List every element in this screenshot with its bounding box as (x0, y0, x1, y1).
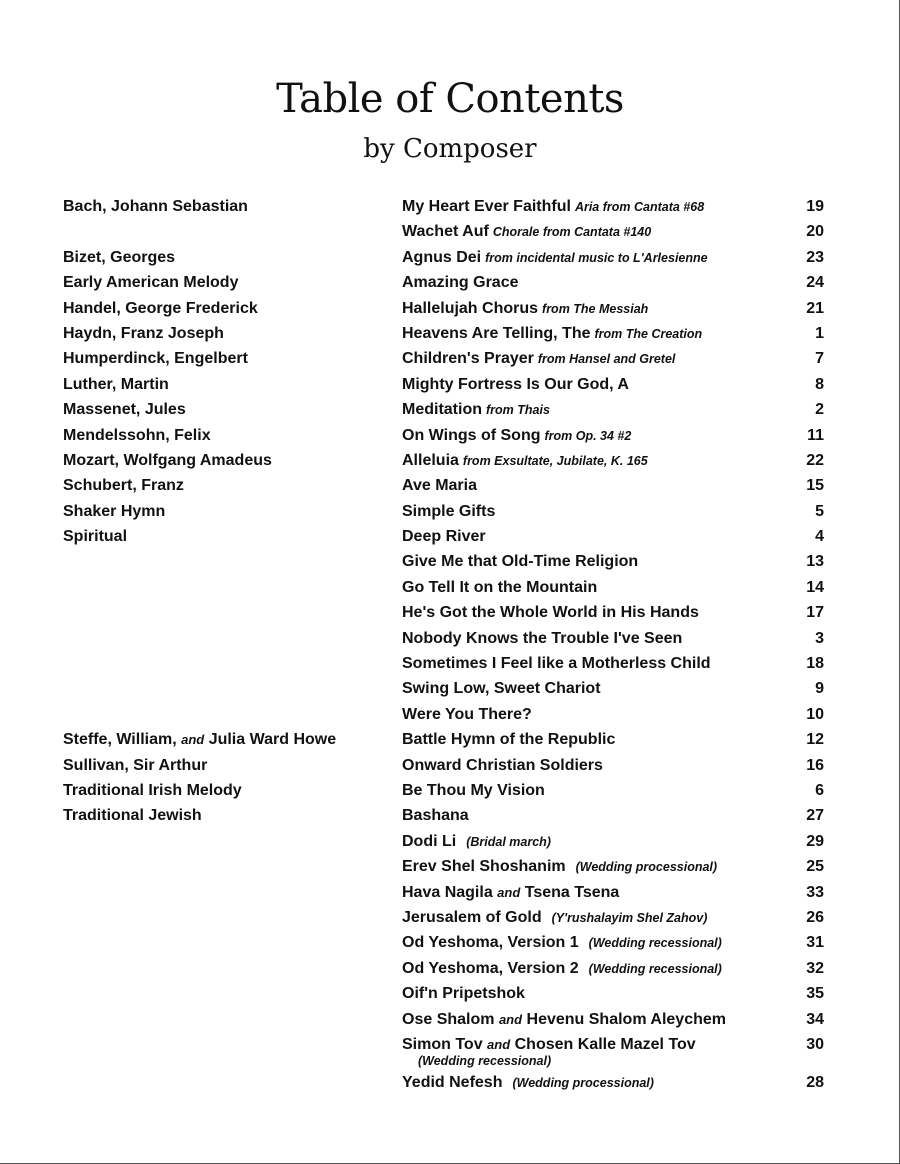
toc-page: 30 (806, 1035, 824, 1053)
toc-note: from incidental music to L'Arlesienne (485, 250, 708, 265)
toc-title (402, 706, 532, 724)
toc-title-text: Heavens Are Telling, The (402, 324, 591, 342)
toc-composer: Schubert, Franz (63, 477, 184, 495)
toc-title-and: and (497, 884, 521, 900)
toc-row (63, 932, 838, 957)
toc-title-text: Od Yeshoma, Version 2 (402, 959, 579, 977)
toc-page: 25 (806, 858, 824, 876)
toc-composer: Traditional Irish Melody (63, 781, 242, 799)
toc-title (402, 325, 702, 343)
toc-list (63, 196, 838, 1097)
toc-note: (Wedding recessional) (588, 961, 722, 976)
toc-composer: Luther, Martin (63, 375, 169, 393)
toc-title (402, 1074, 654, 1092)
toc-title-and: and (498, 1011, 523, 1027)
toc-page: 22 (806, 451, 824, 469)
toc-composer: Haydn, Franz Joseph (63, 324, 224, 342)
toc-page: 11 (807, 426, 824, 444)
toc-title-text: Simple Gifts (402, 502, 496, 520)
toc-row (63, 526, 838, 551)
toc-page: 23 (806, 248, 824, 266)
toc-row (63, 298, 838, 323)
toc-title (402, 198, 704, 216)
toc-page: 21 (806, 299, 824, 317)
toc-title-text: Dodi Li (402, 832, 457, 850)
toc-row (63, 475, 838, 500)
toc-page: 19 (806, 198, 824, 215)
toc-page: 34 (806, 1010, 824, 1028)
toc-page: 16 (806, 756, 824, 774)
toc-title (402, 960, 722, 978)
toc-row (63, 805, 838, 830)
toc-title-text: Sometimes I Feel like a Motherless Child (402, 655, 711, 673)
toc-page: 18 (806, 655, 824, 673)
toc-title-b: Tsena Tsena (524, 883, 620, 901)
toc-composer-b: Julia Ward Howe (208, 731, 337, 749)
toc-title (402, 1036, 696, 1054)
toc-title (402, 909, 707, 927)
toc-row (63, 374, 838, 399)
toc-title-text: Deep River (402, 528, 486, 546)
toc-note: from Thais (486, 403, 550, 418)
toc-title (402, 503, 495, 521)
toc-title-text: Oif'n Pripetshok (402, 985, 525, 1003)
toc-row (63, 602, 838, 627)
toc-page: 4 (815, 528, 824, 546)
toc-composer (63, 731, 336, 749)
toc-title-text: Go Tell It on the Mountain (402, 578, 598, 596)
toc-title-text: Agnus Dei (402, 248, 482, 266)
toc-page: 26 (806, 908, 824, 926)
toc-page: 31 (806, 934, 824, 952)
toc-title (402, 731, 615, 749)
toc-composer: Shaker Hymn (63, 502, 166, 520)
toc-note: from The Creation (594, 326, 703, 341)
toc-composer: Massenet, Jules (63, 401, 186, 419)
toc-row (63, 983, 838, 1008)
toc-title (402, 350, 675, 368)
toc-title (402, 477, 477, 495)
toc-title-text: Swing Low, Sweet Chariot (402, 680, 601, 698)
toc-row (63, 729, 838, 754)
toc-title-text: Children's Prayer (402, 350, 534, 368)
toc-page: 20 (806, 223, 824, 241)
toc-row (63, 1072, 838, 1097)
toc-title-text: Mighty Fortress Is Our God, A (402, 375, 629, 393)
toc-title-text: Meditation (402, 401, 482, 419)
toc-page: 35 (806, 985, 824, 1003)
toc-row (63, 323, 838, 348)
toc-title-text: Ave Maria (402, 477, 477, 495)
toc-row (63, 628, 838, 653)
toc-title-a: Ose Shalom (402, 1010, 495, 1028)
toc-row (63, 958, 838, 983)
toc-page: 9 (815, 680, 824, 698)
toc-page: 29 (806, 832, 824, 850)
toc-row (63, 450, 838, 475)
page-title: Table of Contents (276, 76, 624, 122)
toc-title (402, 1011, 726, 1029)
toc-row (63, 425, 838, 450)
toc-composer: Handel, George Frederick (63, 299, 258, 317)
toc-composer: Mozart, Wolfgang Amadeus (63, 451, 272, 469)
toc-title (402, 376, 629, 394)
toc-title-text: Amazing Grace (402, 274, 519, 292)
toc-page: 28 (806, 1073, 824, 1091)
toc-row (63, 678, 838, 703)
toc-note: (Wedding processional) (575, 860, 718, 875)
toc-title (402, 655, 711, 673)
toc-title (402, 223, 651, 241)
toc-row (63, 399, 838, 424)
toc-composer: Bizet, Georges (63, 248, 176, 266)
toc-title (402, 782, 545, 800)
toc-note: Chorale from Cantata #140 (492, 225, 652, 240)
toc-title-text: Nobody Knows the Trouble I've Seen (402, 629, 683, 647)
toc-title-text: Were You There? (402, 705, 532, 723)
toc-row (63, 831, 838, 856)
toc-row (63, 196, 838, 221)
toc-title-text: Bashana (402, 807, 469, 825)
toc-title-text: Yedid Nefesh (402, 1073, 503, 1091)
toc-composer: Mendelssohn, Felix (63, 426, 211, 444)
toc-row (63, 653, 838, 678)
toc-composer-a: Steffe, William, (63, 731, 177, 749)
toc-composer: Humperdinck, Engelbert (63, 350, 248, 368)
toc-note: (Wedding recessional) (418, 1053, 552, 1068)
toc-note: from Exsultate, Jubilate, K. 165 (462, 453, 648, 468)
toc-note: (Y'rushalayim Shel Zahov) (551, 910, 708, 925)
toc-composer: Bach, Johann Sebastian (63, 198, 248, 215)
toc-title (402, 807, 469, 825)
toc-title-text: My Heart Ever Faithful (402, 198, 571, 215)
toc-page: 12 (806, 731, 824, 749)
toc-page: 13 (806, 553, 824, 571)
toc-title-text: Onward Christian Soldiers (402, 756, 603, 774)
toc-row (63, 247, 838, 272)
toc-page: 2 (815, 401, 824, 419)
toc-title-text: Jerusalem of Gold (402, 908, 542, 926)
toc-title-text: Hallelujah Chorus (402, 299, 539, 317)
toc-title (402, 300, 648, 318)
toc-title (402, 884, 619, 902)
toc-page: 14 (806, 578, 824, 596)
toc-title-a: Simon Tov (402, 1035, 483, 1053)
toc-note: Aria from Cantata #68 (574, 200, 705, 214)
toc-title-text: Erev Shel Shoshanim (402, 858, 566, 876)
toc-row (63, 907, 838, 932)
toc-note: (Wedding processional) (512, 1075, 654, 1090)
toc-row (63, 856, 838, 881)
toc-title (402, 452, 648, 470)
toc-row (63, 221, 838, 246)
toc-note: (Wedding recessional) (588, 936, 722, 951)
toc-composer: Traditional Jewish (63, 807, 202, 825)
toc-title (402, 579, 597, 597)
toc-page: 24 (806, 274, 824, 292)
toc-row (63, 1009, 838, 1034)
toc-title-text: Wachet Auf (402, 223, 489, 241)
toc-title (402, 630, 682, 648)
toc-title-text: Alleluia (402, 451, 459, 469)
toc-page: 7 (815, 350, 824, 368)
toc-title (402, 985, 525, 1003)
toc-composer: Spiritual (63, 528, 128, 546)
toc-page: 8 (815, 375, 824, 393)
toc-composer-and: and (181, 732, 205, 748)
toc-title-text: Battle Hymn of the Republic (402, 731, 616, 749)
toc-title (402, 427, 631, 445)
toc-row (63, 577, 838, 602)
toc-title-b: Chosen Kalle Mazel Tov (514, 1035, 696, 1053)
toc-title (402, 553, 638, 571)
toc-title-text: Od Yeshoma, Version 1 (402, 934, 579, 952)
toc-title (402, 274, 518, 292)
toc-row (63, 501, 838, 526)
toc-page: 33 (806, 883, 824, 901)
toc-title (402, 858, 717, 876)
toc-row (63, 348, 838, 373)
toc-row (63, 551, 838, 576)
toc-title-and: and (487, 1036, 511, 1052)
toc-row (63, 704, 838, 729)
toc-page: 17 (806, 604, 824, 622)
toc-row (63, 272, 838, 297)
toc-title-text: Be Thou My Vision (402, 781, 545, 799)
toc-page: 10 (806, 705, 824, 723)
toc-title (402, 249, 708, 267)
toc-title-text: He's Got the Whole World in His Hands (402, 604, 699, 622)
toc-title (402, 833, 551, 851)
toc-page: 15 (806, 477, 824, 495)
toc-title (402, 757, 603, 775)
toc-title-text: On Wings of Song (402, 426, 541, 444)
toc-row (63, 780, 838, 805)
toc-note: from Op. 34 #2 (544, 428, 632, 443)
toc-title (402, 528, 486, 546)
toc-title-a: Hava Nagila (402, 883, 493, 901)
toc-row (63, 755, 838, 780)
page-subtitle: by Composer (363, 134, 537, 164)
toc-title-b: Hevenu Shalom Aleychem (526, 1010, 726, 1028)
toc-note: from Hansel and Gretel (537, 352, 676, 367)
toc-page: 3 (815, 629, 824, 647)
toc-page: 27 (806, 807, 824, 825)
toc-title (402, 401, 550, 419)
toc-title (402, 604, 699, 622)
toc-page: 6 (815, 781, 824, 799)
toc-row (63, 882, 838, 907)
toc-page: 5 (815, 502, 824, 520)
toc-page: 32 (806, 959, 824, 977)
toc-note: from The Messiah (542, 301, 649, 316)
toc-composer: Early American Melody (63, 274, 239, 292)
toc-title-text: Give Me that Old-Time Religion (402, 553, 639, 571)
toc-page: 1 (815, 324, 824, 342)
toc-composer: Sullivan, Sir Arthur (63, 756, 208, 774)
toc-note: (Bridal march) (466, 834, 551, 849)
toc-title (402, 934, 722, 952)
toc-title (402, 680, 601, 698)
toc-row (63, 1034, 838, 1072)
